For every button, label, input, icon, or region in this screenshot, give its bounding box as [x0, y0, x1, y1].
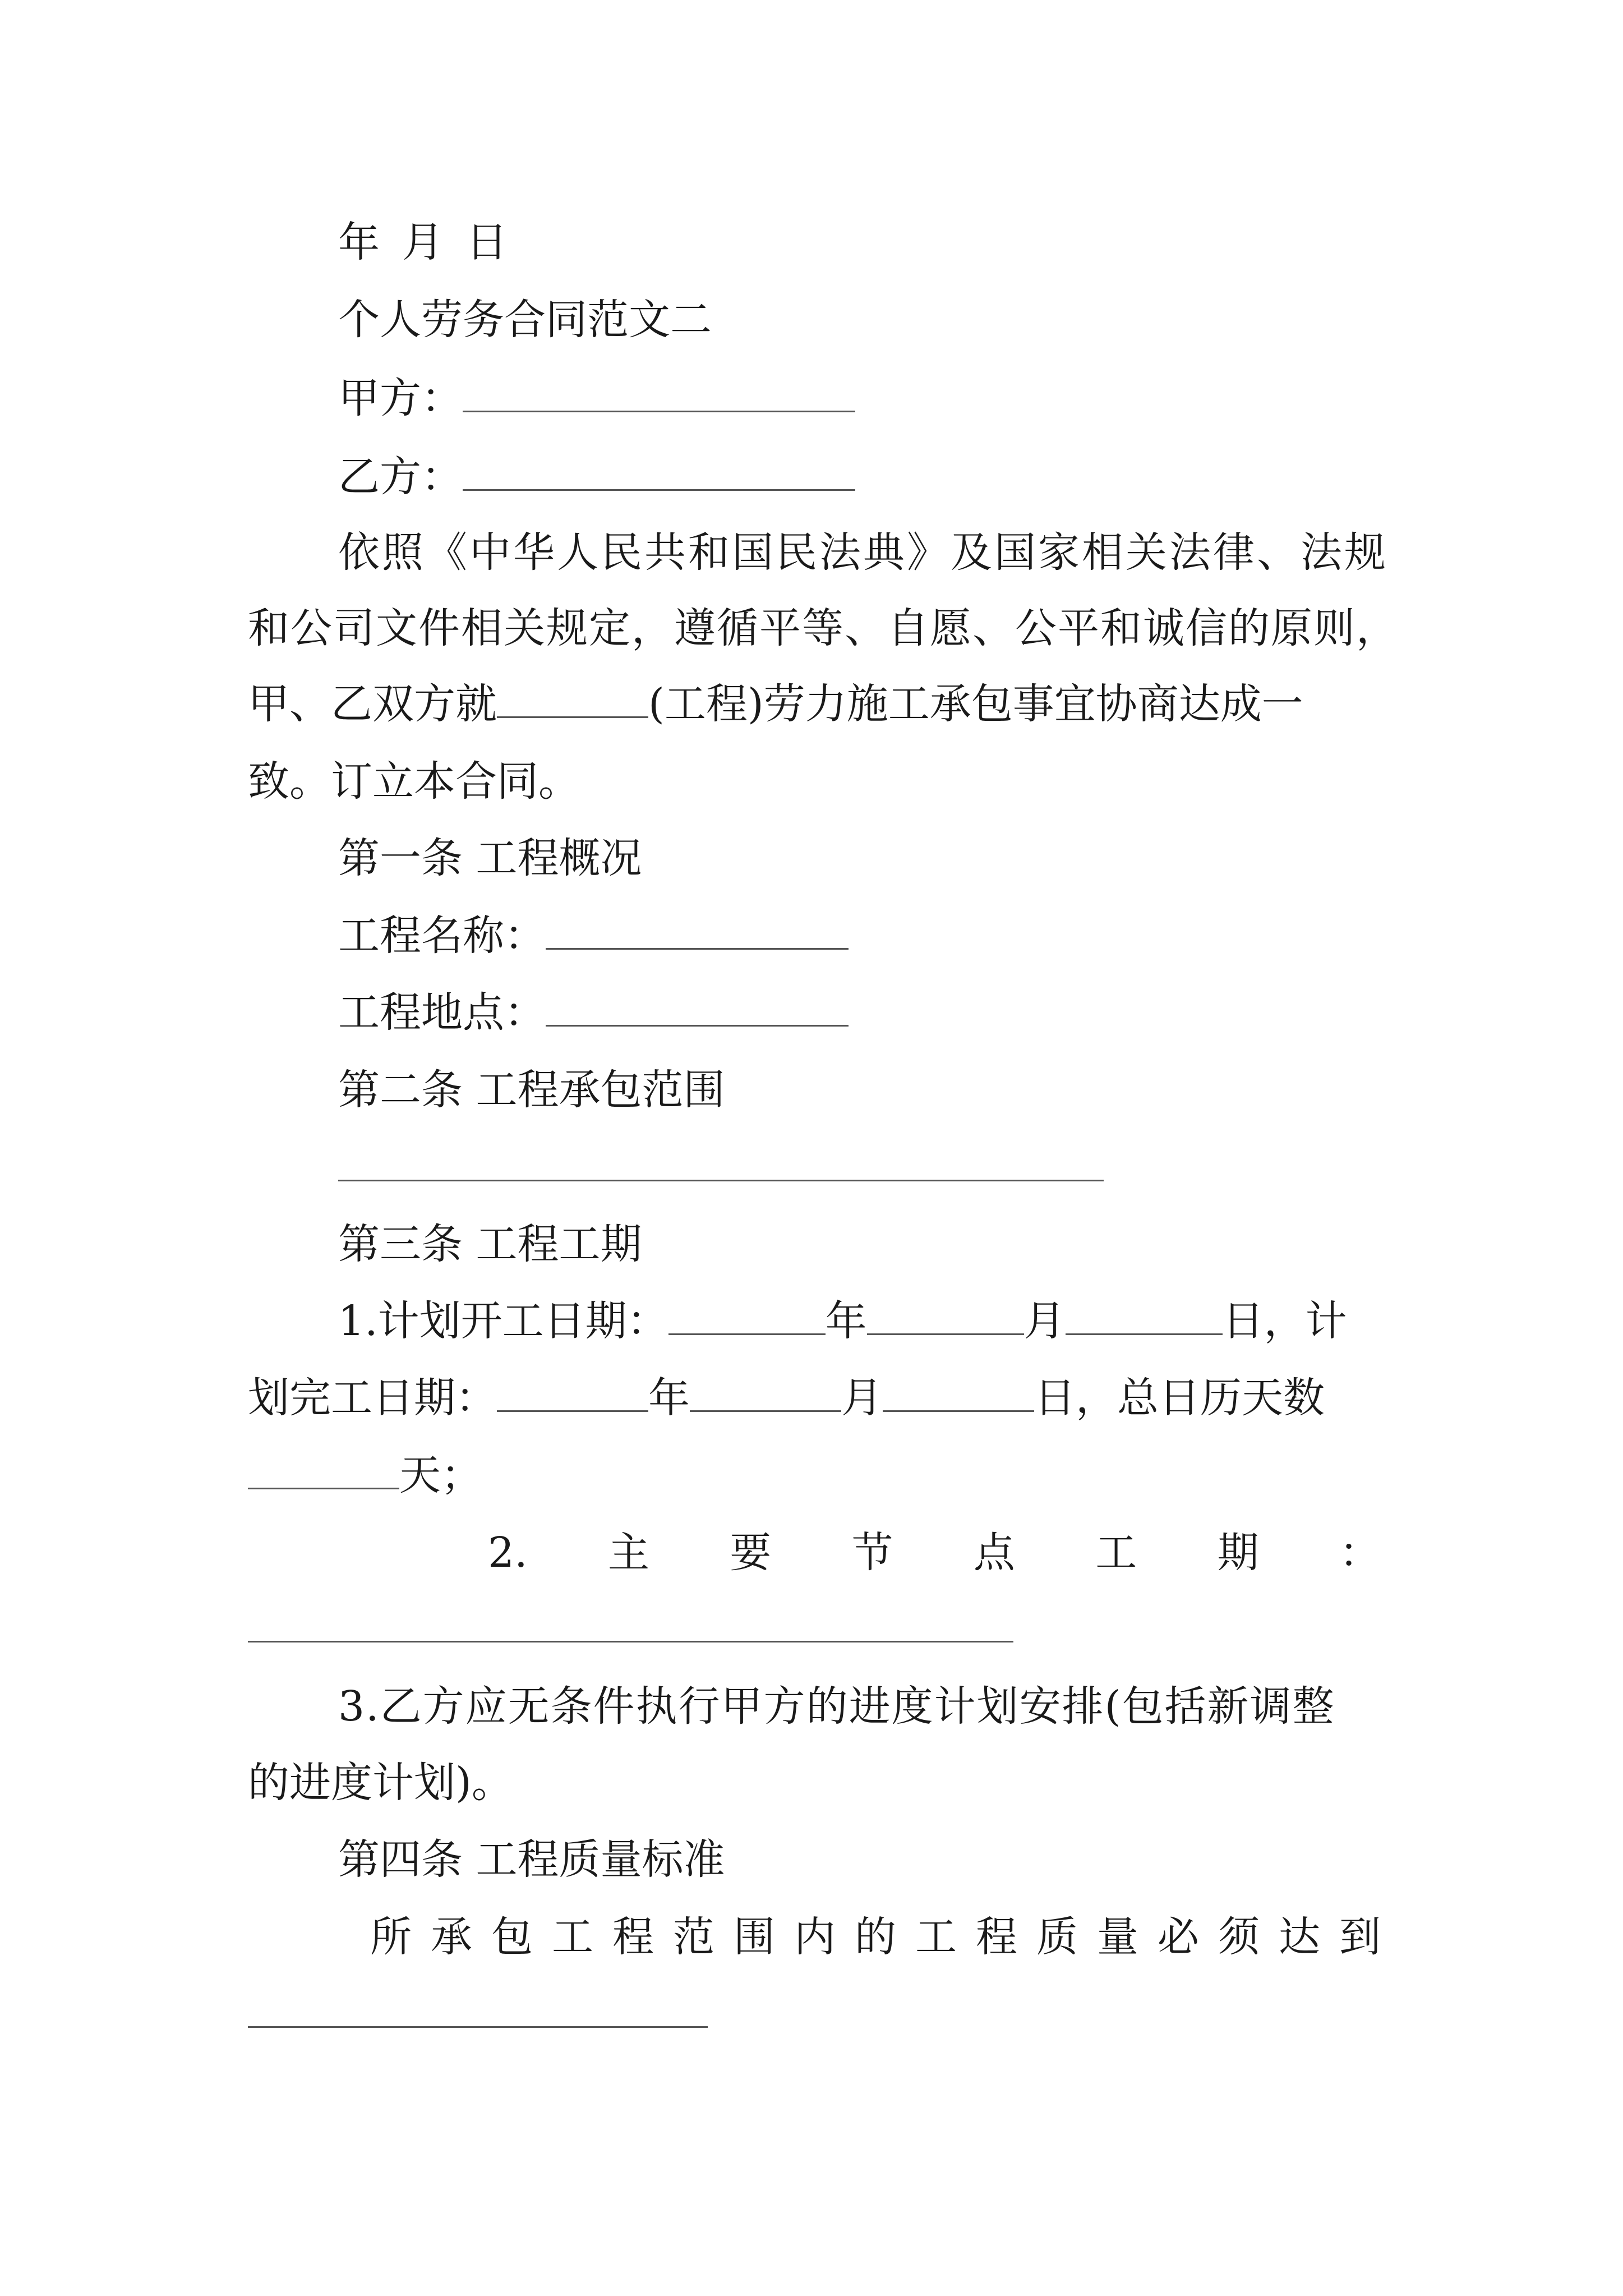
start-year-blank [668, 1299, 826, 1335]
finish-year-blank [497, 1375, 648, 1412]
party-a-label: 甲方： [338, 374, 463, 422]
party-b-label: 乙方： [338, 453, 463, 501]
milestone-char: 节 [851, 1529, 893, 1577]
milestone-char: ： [1339, 1529, 1381, 1577]
party-b-blank [463, 454, 855, 491]
quality-line [370, 1909, 1381, 1965]
start-date-line [338, 1293, 1381, 1349]
article-3-heading: 第三条 工程工期 [338, 1220, 642, 1268]
preamble-line-3 [248, 676, 1381, 732]
scope-blank-rule [338, 1180, 1104, 1181]
start-year-unit: 年 [825, 1297, 867, 1345]
start-month-blank [867, 1299, 1024, 1335]
finish-year-unit: 年 [648, 1374, 690, 1422]
quality-char: 工 [552, 1913, 593, 1961]
total-days-blank [248, 1453, 399, 1489]
document-title: 个人劳务合同范文二 [338, 296, 712, 344]
finish-day-unit: 日，总日历天数 [1034, 1374, 1325, 1422]
quality-char: 程 [976, 1913, 1017, 1961]
start-day-unit: 日，计 [1222, 1297, 1347, 1345]
date-day: 日 [466, 218, 508, 266]
item-3-line-1: 3.乙方应无条件执行甲方的进度计划安排(包括新调整 [338, 1682, 1335, 1731]
quality-char: 范 [673, 1913, 714, 1961]
finish-date-prefix: 划完工日期： [248, 1374, 497, 1422]
date-month: 月 [402, 218, 444, 266]
preamble-line-3-after: (工程)劳力施工承包事宜协商达成一 [648, 680, 1303, 728]
quality-char: 程 [612, 1913, 654, 1961]
date-year: 年 [338, 218, 380, 266]
milestone-blank-rule [248, 1641, 1013, 1642]
quality-char: 达 [1279, 1913, 1320, 1961]
project-name-label: 工程名称： [338, 912, 546, 960]
finish-month-blank [690, 1375, 841, 1412]
quality-char: 的 [855, 1913, 896, 1961]
project-location-line [338, 984, 1471, 1041]
total-days-suffix: 天； [399, 1451, 482, 1499]
quality-char: 围 [734, 1913, 775, 1961]
preamble-line-3-before: 甲、乙双方就 [248, 680, 497, 728]
preamble-line-2: 和公司文件相关规定，遵循平等、自愿、公平和诚信的原则， [248, 604, 1399, 652]
article-4-heading: 第四条 工程质量标准 [338, 1835, 725, 1884]
total-days-line [248, 1447, 1381, 1503]
milestone-char: 工 [1095, 1529, 1137, 1577]
quality-char: 内 [794, 1913, 836, 1961]
project-blank [497, 682, 648, 718]
finish-month-unit: 月 [841, 1374, 883, 1422]
milestone-line [488, 1525, 1381, 1581]
quality-char: 承 [431, 1913, 472, 1961]
article-2-heading: 第二条 工程承包范围 [338, 1066, 725, 1114]
start-date-prefix: 1.计划开工日期： [338, 1297, 668, 1345]
quality-char: 包 [491, 1913, 533, 1961]
milestone-char: 主 [607, 1529, 649, 1577]
quality-char: 必 [1158, 1913, 1199, 1961]
finish-date-line [248, 1370, 1381, 1426]
date-line [338, 214, 1471, 270]
preamble-line-4: 致。订立本合同。 [248, 757, 580, 806]
quality-blank-rule [248, 2026, 708, 2028]
milestone-char: 2. [488, 1529, 528, 1577]
quality-char: 量 [1097, 1913, 1138, 1961]
milestone-char: 期 [1217, 1529, 1259, 1577]
preamble-line-1: 依照《中华人民共和国民法典》及国家相关法律、法规 [338, 528, 1388, 577]
project-name-blank [546, 913, 849, 950]
party-a-line [338, 370, 1471, 426]
milestone-char: 要 [730, 1529, 772, 1577]
quality-char: 到 [1339, 1913, 1381, 1961]
milestone-char: 点 [973, 1529, 1015, 1577]
project-location-blank [546, 990, 849, 1027]
quality-char: 须 [1218, 1913, 1260, 1961]
quality-char: 工 [915, 1913, 957, 1961]
project-name-line [338, 908, 1471, 964]
quality-char: 所 [370, 1913, 412, 1961]
party-b-line [338, 449, 1471, 505]
start-month-unit: 月 [1023, 1297, 1066, 1345]
finish-day-blank [883, 1375, 1034, 1412]
project-location-label: 工程地点： [338, 988, 546, 1037]
article-1-heading: 第一条 工程概况 [338, 834, 642, 882]
item-3-line-2: 的进度计划)。 [248, 1759, 513, 1807]
party-a-blank [463, 376, 855, 412]
quality-char: 质 [1036, 1913, 1078, 1961]
start-day-blank [1066, 1299, 1223, 1335]
